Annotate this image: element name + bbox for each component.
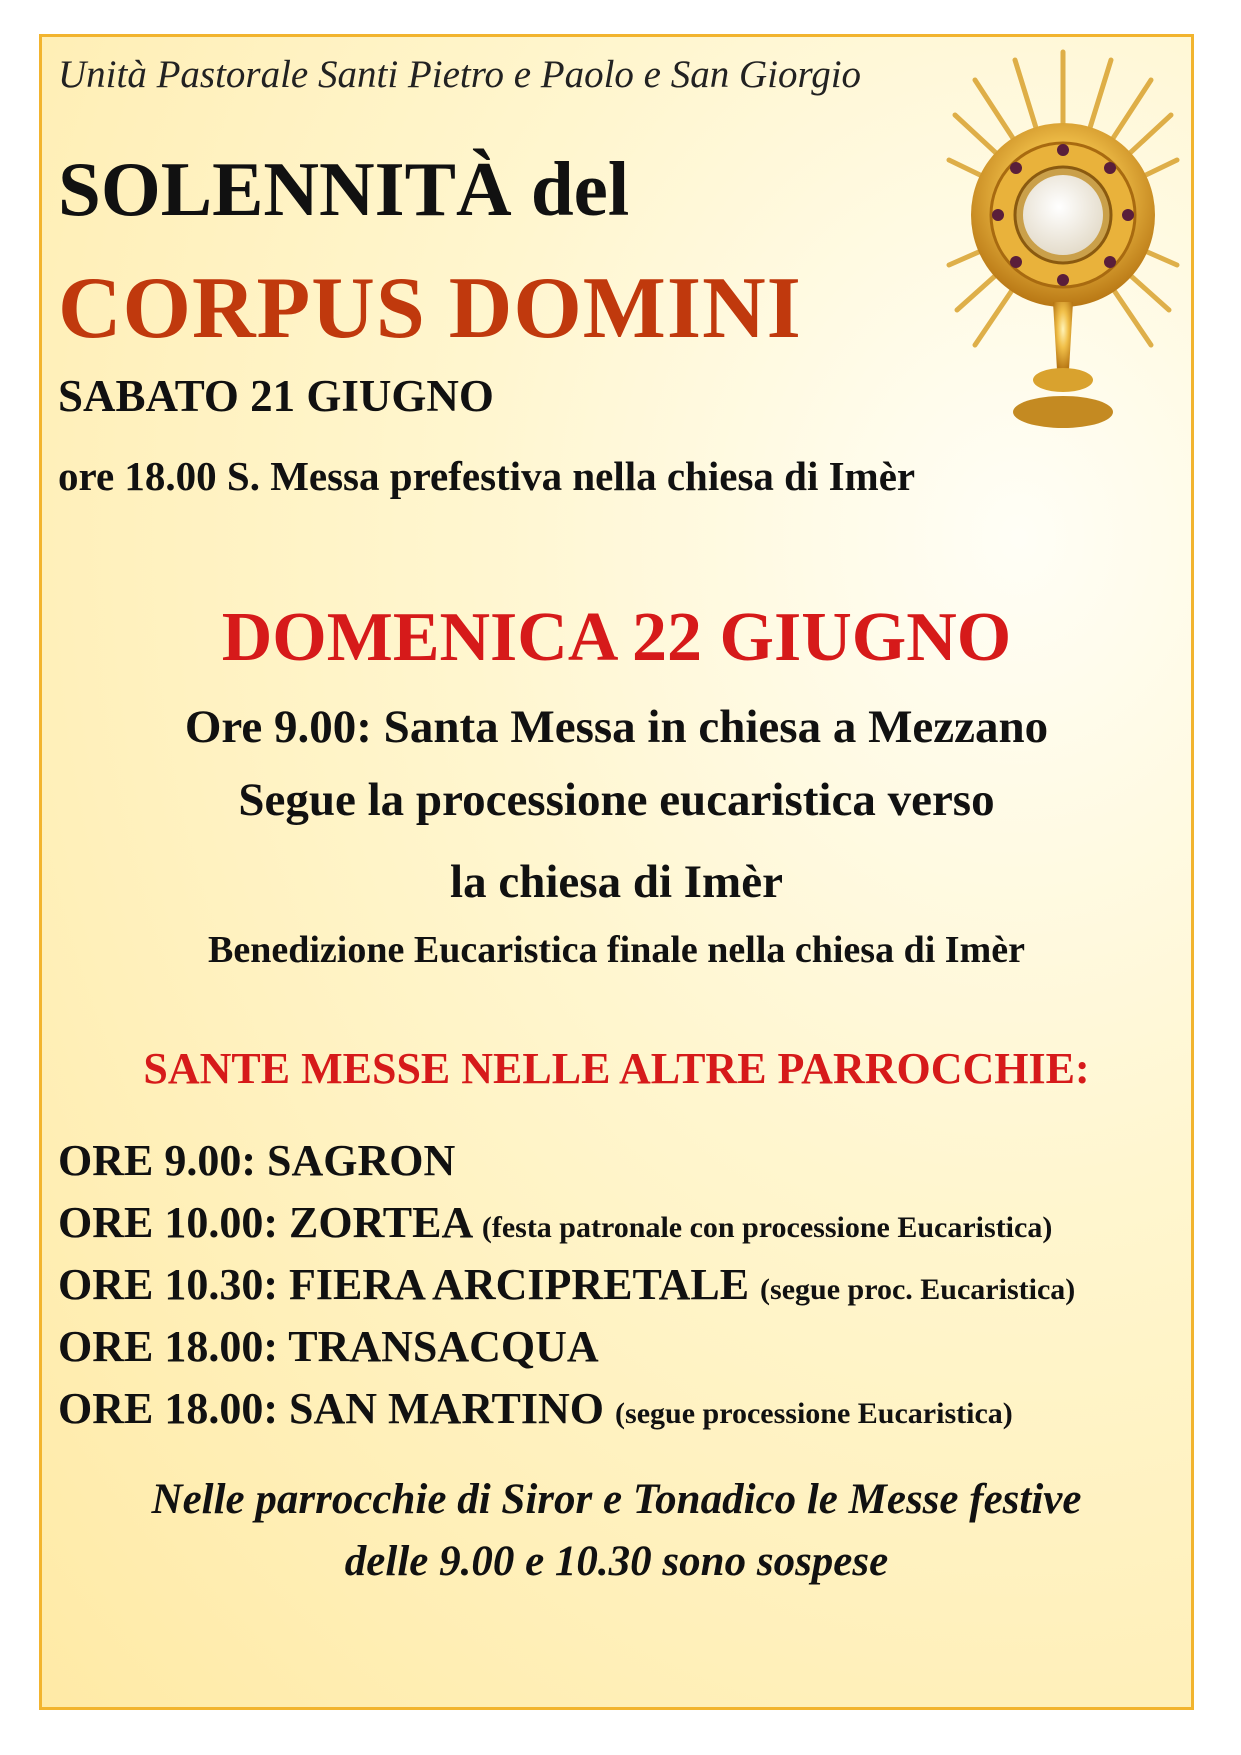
sunday-mass-line: Ore 9.00: Santa Messa in chiesa a Mezzano (184, 701, 1049, 753)
mass-schedule-row (58, 1259, 1075, 1310)
mass-place: ZORTEA (289, 1198, 471, 1247)
other-parishes-heading: SANTE MESSE NELLE ALTRE PARROCCHIE: (143, 1044, 1090, 1093)
final-blessing: Benedizione Eucaristica finale nella chiesa di Imèr (208, 929, 1025, 971)
mass-place: FIERA ARCIPRETALE (289, 1260, 750, 1309)
title-corpus-domini: CORPUS DOMINI (58, 260, 802, 357)
mass-time: ORE 10.30: (58, 1260, 278, 1309)
saturday-date: SABATO 21 GIUGNO (58, 371, 494, 421)
mass-note: (segue proc. Eucaristica) (760, 1273, 1076, 1306)
monstrance-icon (945, 40, 1180, 440)
mass-schedule-row (58, 1321, 599, 1372)
mass-schedule-row (58, 1135, 455, 1186)
mass-place: SAGRON (267, 1136, 456, 1185)
suspension-note-line1: Nelle parrocchie di Siror e Tonadico le Messe festive (151, 1476, 1082, 1523)
mass-note: (segue processione Eucaristica) (615, 1397, 1013, 1430)
pastoral-unit-name: Unità Pastorale Santi Pietro e Paolo e San Giorgio (58, 53, 862, 96)
mass-time: ORE 10.00: (58, 1198, 278, 1247)
mass-place: TRANSACQUA (288, 1322, 599, 1371)
suspension-note-line2: delle 9.00 e 10.30 sono sospese (344, 1538, 889, 1585)
procession-destination: la chiesa di Imèr (450, 856, 783, 908)
mass-place: SAN MARTINO (289, 1384, 605, 1433)
mass-time: ORE 9.00: (58, 1136, 256, 1185)
mass-time: ORE 18.00: (58, 1322, 278, 1371)
saturday-mass: ore 18.00 S. Messa prefestiva nella chiesa di Imèr (58, 453, 916, 499)
mass-note: (festa patronale con processione Eucaristica) (481, 1211, 1053, 1244)
mass-time: ORE 18.00: (58, 1384, 278, 1433)
title-solennita: SOLENNITÀ del (58, 146, 630, 232)
sunday-date: DOMENICA 22 GIUGNO (221, 599, 1012, 676)
mass-schedule-row (58, 1197, 1052, 1248)
mass-schedule-row (58, 1383, 1013, 1434)
procession-line: Segue la processione eucaristica verso (238, 774, 995, 826)
